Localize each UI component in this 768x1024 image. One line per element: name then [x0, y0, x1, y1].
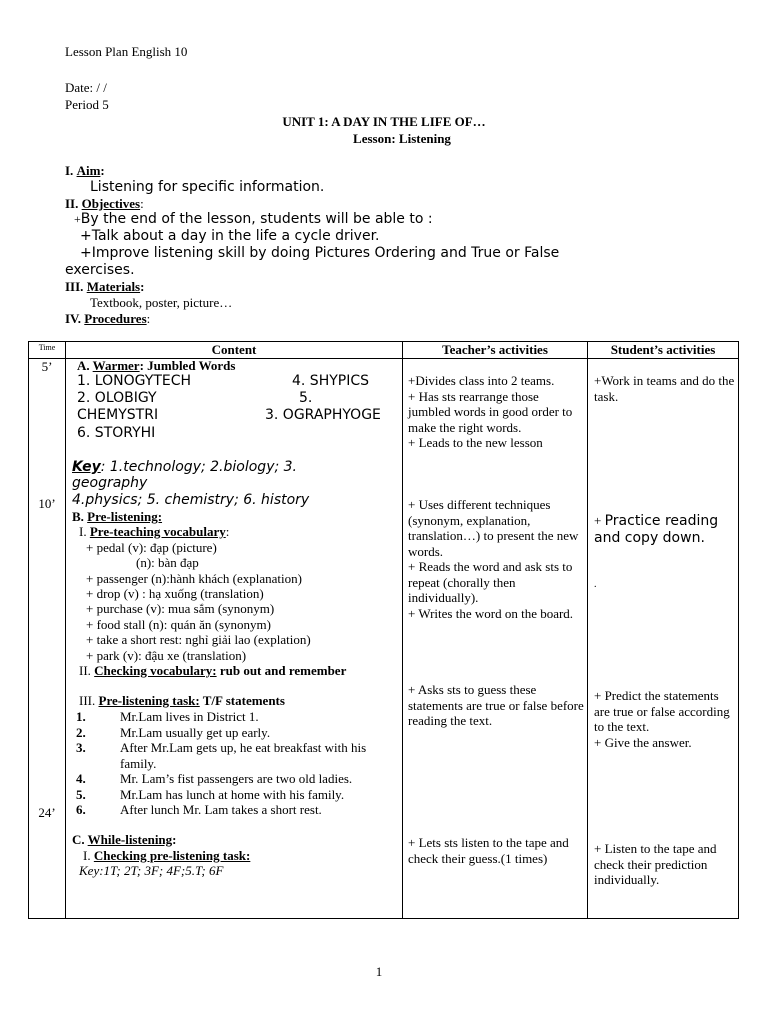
table-divider-time [65, 341, 66, 919]
objectives-line-1: +By the end of the lesson, students will be able to : [74, 211, 433, 227]
vocab-item-passenger: + passenger (n):hành khách (explanation) [86, 571, 302, 586]
vocab-item-short-rest: + take a short rest: nghỉ giải lao (explation) [86, 632, 311, 647]
warmer-key-line-3: 4.physics; 5. chemistry; 6. history [72, 492, 310, 508]
vocab-item-purchase: + purchase (v): mua sắm (synonym) [86, 601, 275, 616]
table-border-right [738, 341, 739, 919]
checking-vocab-heading: II. Checking vocabulary: rub out and remember [79, 663, 347, 678]
aim-heading: I. Aim: [65, 163, 105, 178]
table-border-left [28, 341, 29, 919]
warmer-key-line-1: Key: 1.technology; 2.biology; 3. [72, 459, 297, 475]
warmer-key-line-2: geography [72, 475, 148, 491]
jumbled-word-5-text: CHEMYSTRI [77, 407, 159, 423]
aim-text: Listening for specific information. [90, 179, 325, 195]
document-title: Lesson Plan English 10 [65, 44, 188, 59]
table-border-bottom [28, 918, 739, 919]
materials-heading: III. Materials: [65, 279, 145, 294]
jumbled-word-6: 6. STORYHI [77, 425, 156, 441]
preteach-vocab-heading: I. Pre-teaching vocabulary: [79, 524, 230, 539]
vocab-item-park: + park (v): đậu xe (translation) [86, 648, 247, 663]
time-whilelistening: 24’ [38, 805, 56, 820]
student-activities-while: + Listen to the tape and check their prediction individually. [594, 841, 717, 887]
teacher-activities-vocab: + Uses different techniques (synonym, explanation, translation…) to present the new words. + Reads the word and ask sts to repeat (chorally then individually). + Writes the word on the board. [408, 497, 579, 621]
table-divider-teacher [587, 341, 588, 919]
header-student: Student’s activities [610, 342, 716, 357]
objectives-line-4: exercises. [65, 262, 135, 278]
tf-statement: 4. Mr. Lam’s fist passengers are two old ladies. [76, 771, 353, 786]
header-time: Time [38, 343, 56, 352]
tf-statement: 3. After Mr.Lam gets up, he eat breakfast with his family. [76, 740, 367, 771]
student-activities-vocab: + Practice reading and copy down. [594, 513, 719, 546]
whilelistening-heading: C. While-listening: [72, 832, 177, 847]
jumbled-word-1: 1. LONOGYTECH [77, 373, 192, 389]
table-divider-content [402, 341, 403, 919]
period-line: Period 5 [65, 97, 109, 112]
tf-statement: 5. Mr.Lam has lunch at home with his family. [76, 786, 345, 802]
vocab-item-food-stall: + food stall (n): quán ăn (synonym) [86, 617, 271, 632]
jumbled-word-3: 3. OGRAPHYOGE [265, 407, 381, 423]
tf-statement: 2. Mr.Lam usually get up early. [76, 724, 271, 740]
teacher-activities-warmer: +Divides class into 2 teams. + Has sts rearrange those jumbled words in good order to make the right words. + Leads to the new lesson [408, 373, 573, 450]
materials-text: Textbook, poster, picture… [90, 295, 233, 310]
jumbled-word-4: 4. SHYPICS [292, 373, 370, 389]
student-activities-dot: . [594, 579, 597, 590]
prelistening-task-heading: III. Pre-listening task: T/F statements [79, 693, 285, 708]
tf-statement-list [76, 709, 398, 818]
tf-statement: 6. After lunch Mr. Lam takes a short rest. [76, 802, 322, 817]
objectives-heading: II. Objectives: [65, 196, 144, 211]
objectives-line-2: +Talk about a day in the life a cycle driver. [80, 228, 380, 244]
time-warmer: 5’ [41, 359, 53, 374]
objectives-line-3: +Improve listening skill by doing Pictures Ordering and True or False [80, 245, 560, 261]
student-activities-warmer: +Work in teams and do the task. [594, 373, 735, 404]
time-prelistening: 10’ [38, 496, 56, 511]
lesson-title: Lesson: Listening [353, 131, 451, 146]
unit-title: UNIT 1: A DAY IN THE LIFE OF… [282, 114, 486, 129]
jumbled-word-2: 2. OLOBIGY [77, 390, 157, 406]
tf-statement: 1. Mr.Lam lives in District 1. [76, 709, 259, 724]
warmer-heading: A. Warmer: Jumbled Words [77, 358, 236, 373]
teacher-activities-while: + Lets sts listen to the tape and check their guess.(1 times) [408, 835, 569, 866]
whilelistening-key: Key:1T; 2T; 3F; 4F;5.T; 6F [79, 863, 224, 878]
student-activities-task: + Predict the statements are true or false according to the text. + Give the answer. [594, 688, 730, 750]
header-content: Content [211, 342, 257, 357]
teacher-activities-task: + Asks sts to guess these statements are true or false before reading the text. [408, 682, 584, 728]
procedures-heading: IV. Procedures: [65, 311, 151, 326]
header-teacher: Teacher’s activities [442, 342, 548, 357]
page-number: 1 [375, 964, 383, 979]
date-line: Date: / / [65, 80, 107, 95]
checking-prelistening-heading: I. Checking pre-listening task: [83, 848, 251, 863]
vocab-item-pedal: + pedal (v): đạp (picture) [86, 540, 217, 555]
jumbled-word-5: 5. [299, 390, 313, 406]
vocab-item-pedal-noun: (n): bàn đạp [136, 555, 199, 570]
vocab-item-drop: + drop (v) : hạ xuống (translation) [86, 586, 264, 601]
prelistening-heading: B. Pre-listening: [72, 509, 163, 524]
